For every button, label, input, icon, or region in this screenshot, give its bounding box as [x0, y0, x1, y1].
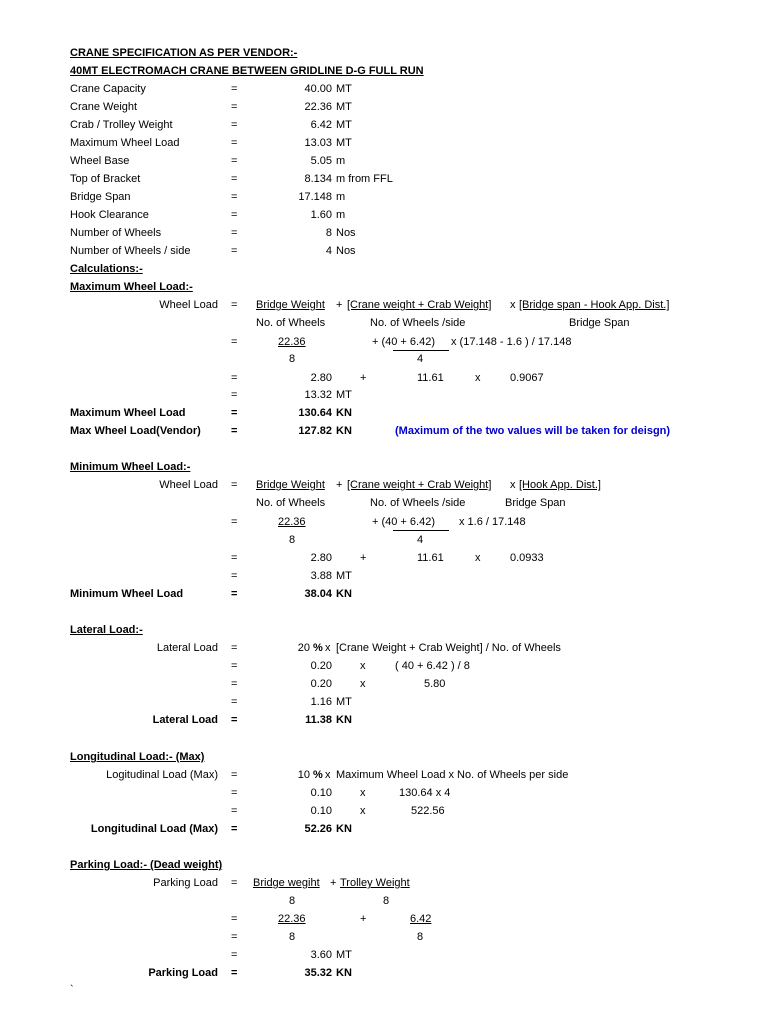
equals-sign: = [231, 805, 238, 817]
max-step-value-2: 11.61 [417, 372, 444, 384]
max-mt-value: 13.32 [304, 389, 332, 401]
spec-unit: MT [336, 101, 352, 113]
spec-value: 6.42 [310, 119, 332, 131]
longitudinal-result-label: Longitudinal Load (Max) [90, 823, 218, 835]
unit-label: KN [336, 823, 352, 835]
equals-sign: = [231, 155, 238, 167]
max-step-value-3: 0.9067 [510, 372, 544, 384]
lateral-formula-label: Lateral Load [156, 642, 218, 654]
spec-label: Bridge Span [70, 191, 131, 203]
fraction-bar [393, 530, 449, 531]
equals-sign: = [231, 588, 238, 600]
max-numerator-1: 22.36 [278, 336, 306, 348]
min-denominator-span: Bridge Span [505, 497, 566, 509]
lateral-formula: [Crane Weight + Crab Weight] / No. of Wheels [336, 642, 561, 654]
calculations-heading: Calculations:- [70, 263, 143, 275]
parking-mt-value: 3.60 [310, 949, 332, 961]
times-sign: x [325, 642, 331, 654]
fraction-bar [393, 350, 449, 351]
times-sign: x [360, 660, 366, 672]
spec-unit: m from FFL [336, 173, 393, 185]
min-den-value-2: 4 [417, 534, 424, 546]
parking-formula-label: Parking Load [153, 877, 218, 889]
equals-sign: = [231, 714, 238, 726]
plus-sign: + [336, 479, 343, 491]
times-sign: x [510, 299, 516, 311]
max-denominator-span: Bridge Span [569, 317, 630, 329]
equals-sign: = [231, 787, 238, 799]
unit-label: KN [336, 588, 352, 600]
min-step-value-3: 0.0933 [510, 552, 544, 564]
parking-den-value-1: 8 [289, 931, 296, 943]
spec-unit: Nos [336, 245, 356, 257]
equals-sign: = [231, 967, 238, 979]
longitudinal-step-value-1: 0.10 [310, 787, 332, 799]
min-denominator-wheels: No. of Wheels [256, 497, 326, 509]
max-den-value-1: 8 [289, 353, 296, 365]
equals-sign: = [231, 83, 238, 95]
min-step-value-2: 11.61 [417, 552, 444, 564]
equals-sign: = [231, 931, 238, 943]
max-denominator-side: No. of Wheels /side [370, 317, 466, 329]
max-wheel-load-heading: Maximum Wheel Load:- [70, 281, 193, 293]
longitudinal-percent-value: 10 [297, 769, 310, 781]
plus-sign: + [360, 913, 367, 925]
equals-sign: = [231, 479, 238, 491]
equals-sign: = [231, 570, 238, 582]
max-numerator-3: x (17.148 - 1.6 ) / 17.148 [451, 336, 572, 348]
spec-label: Top of Bracket [70, 173, 141, 185]
spec-value: 5.05 [310, 155, 332, 167]
spec-value: 13.03 [304, 137, 332, 149]
max-denominator-wheels: No. of Wheels [256, 317, 326, 329]
spec-label: Crane Weight [70, 101, 138, 113]
unit-label: MT [336, 389, 352, 401]
parking-result-value: 35.32 [304, 967, 332, 979]
spec-value: 8 [325, 227, 332, 239]
min-numerator-2: + (40 + 6.42) [372, 516, 435, 528]
document-subtitle: 40MT ELECTROMACH CRANE BETWEEN GRIDLINE D-G FULL RUN [70, 65, 424, 77]
unit-label: KN [336, 967, 352, 979]
min-numerator-3: x 1.6 / 17.148 [459, 516, 526, 528]
equals-sign: = [231, 372, 238, 384]
equals-sign: = [231, 299, 238, 311]
vendor-result-value: 127.82 [298, 425, 332, 437]
equals-sign: = [231, 660, 238, 672]
spec-value: 1.60 [310, 209, 332, 221]
equals-sign: = [231, 913, 238, 925]
min-step-value-1: 2.80 [310, 552, 332, 564]
times-sign: x [325, 769, 331, 781]
spec-value: 8.134 [304, 173, 332, 185]
equals-sign: = [231, 191, 238, 203]
longitudinal-step-formula-2: 522.56 [411, 805, 445, 817]
spec-label: Crab / Trolley Weight [70, 119, 173, 131]
plus-sign: + [360, 372, 367, 384]
longitudinal-step-formula-1: 130.64 x 4 [399, 787, 451, 799]
spec-label: Hook Clearance [70, 209, 149, 221]
max-numerator-2: + (40 + 6.42) [372, 336, 435, 348]
equals-sign: = [231, 949, 238, 961]
lateral-result-label: Lateral Load [152, 714, 218, 726]
max-den-value-2: 4 [417, 353, 424, 365]
spec-label: Number of Wheels [70, 227, 162, 239]
lateral-load-heading: Lateral Load:- [70, 624, 143, 636]
min-result-label: Minimum Wheel Load [70, 588, 184, 600]
spec-unit: m [336, 155, 346, 167]
max-term-bridge-weight: Bridge Weight [256, 299, 325, 311]
unit-label: MT [336, 570, 352, 582]
percent-sign: % [313, 769, 323, 781]
equals-sign: = [231, 407, 238, 419]
document-title: CRANE SPECIFICATION AS PER VENDOR:- [70, 47, 298, 59]
max-term-crane-crab: [Crane weight + Crab Weight] [347, 299, 492, 311]
plus-sign: + [336, 299, 343, 311]
spec-value: 22.36 [304, 101, 332, 113]
min-den-value-1: 8 [289, 534, 296, 546]
min-numerator-1: 22.36 [278, 516, 306, 528]
lateral-mt-value: 1.16 [310, 696, 332, 708]
unit-label: KN [336, 425, 352, 437]
stray-mark: ` [70, 984, 74, 996]
unit-label: MT [336, 696, 352, 708]
equals-sign: = [231, 642, 238, 654]
unit-label: MT [336, 949, 352, 961]
spec-label: Number of Wheels / side [70, 245, 191, 257]
equals-sign: = [231, 119, 238, 131]
equals-sign: = [231, 678, 238, 690]
longitudinal-formula-label: Logitudinal Load (Max) [106, 769, 218, 781]
lateral-step-value-2: 0.20 [310, 678, 332, 690]
equals-sign: = [231, 245, 238, 257]
equals-sign: = [231, 227, 238, 239]
times-sign: x [360, 678, 366, 690]
min-denominator-side: No. of Wheels /side [370, 497, 466, 509]
equals-sign: = [231, 696, 238, 708]
lateral-step-formula-1: ( 40 + 6.42 ) / 8 [395, 660, 470, 672]
spec-value: 4 [325, 245, 332, 257]
equals-sign: = [231, 209, 238, 221]
longitudinal-load-heading: Longitudinal Load:- (Max) [70, 751, 205, 763]
spec-unit: MT [336, 137, 352, 149]
times-sign: x [360, 787, 366, 799]
parking-term-trolley: Trolley Weight [340, 877, 410, 889]
parking-load-heading: Parking Load:- (Dead weight) [70, 859, 223, 871]
spec-label: Maximum Wheel Load [70, 137, 180, 149]
spec-unit: MT [336, 83, 352, 95]
parking-numerator-2: 6.42 [410, 913, 432, 925]
spec-label: Crane Capacity [70, 83, 146, 95]
times-sign: x [475, 372, 481, 384]
lateral-step-value-1: 0.20 [310, 660, 332, 672]
equals-sign: = [231, 425, 238, 437]
unit-label: KN [336, 714, 352, 726]
design-note: (Maximum of the two values will be taken for deisgn) [395, 425, 671, 437]
spec-unit: m [336, 209, 346, 221]
equals-sign: = [231, 101, 238, 113]
spec-value: 40.00 [304, 83, 332, 95]
equals-sign: = [231, 137, 238, 149]
spec-unit: MT [336, 119, 352, 131]
parking-denominator-2: 8 [383, 895, 390, 907]
equals-sign: = [231, 389, 238, 401]
parking-numerator-1: 22.36 [278, 913, 306, 925]
equals-sign: = [231, 336, 238, 348]
lateral-percent-value: 20 [297, 642, 310, 654]
lateral-step-formula-2: 5.80 [424, 678, 446, 690]
max-result-label: Maximum Wheel Load [70, 407, 186, 419]
max-term-span: [Bridge span - Hook App. Dist.] [519, 299, 670, 311]
max-formula-label: Wheel Load [159, 299, 218, 311]
parking-result-label: Parking Load [148, 967, 218, 979]
parking-denominator-1: 8 [289, 895, 296, 907]
times-sign: x [510, 479, 516, 491]
parking-term-bridge: Bridge wegiht [253, 877, 320, 889]
min-result-value: 38.04 [304, 588, 332, 600]
min-term-bridge-weight: Bridge Weight [256, 479, 325, 491]
min-mt-value: 3.88 [310, 570, 332, 582]
plus-sign: + [330, 877, 337, 889]
plus-sign: + [360, 552, 367, 564]
spec-value: 17.148 [298, 191, 332, 203]
spec-label: Wheel Base [70, 155, 130, 167]
equals-sign: = [231, 552, 238, 564]
parking-den-value-2: 8 [417, 931, 424, 943]
equals-sign: = [231, 173, 238, 185]
equals-sign: = [231, 877, 238, 889]
min-term-hook: [Hook App. Dist.] [519, 479, 601, 491]
lateral-result-value: 11.38 [305, 714, 332, 726]
spec-unit: Nos [336, 227, 356, 239]
equals-sign: = [231, 769, 238, 781]
equals-sign: = [231, 516, 238, 528]
longitudinal-formula: Maximum Wheel Load x No. of Wheels per side [336, 769, 569, 781]
longitudinal-step-value-2: 0.10 [310, 805, 332, 817]
times-sign: x [475, 552, 481, 564]
max-result-value: 130.64 [298, 407, 332, 419]
longitudinal-result-value: 52.26 [304, 823, 332, 835]
times-sign: x [360, 805, 366, 817]
vendor-result-label: Max Wheel Load(Vendor) [70, 425, 201, 437]
min-formula-label: Wheel Load [159, 479, 218, 491]
max-step-value-1: 2.80 [310, 372, 332, 384]
unit-label: KN [336, 407, 352, 419]
equals-sign: = [231, 823, 238, 835]
spec-unit: m [336, 191, 346, 203]
min-term-crane-crab: [Crane weight + Crab Weight] [347, 479, 492, 491]
percent-sign: % [313, 642, 323, 654]
min-wheel-load-heading: Minimum Wheel Load:- [70, 461, 191, 473]
